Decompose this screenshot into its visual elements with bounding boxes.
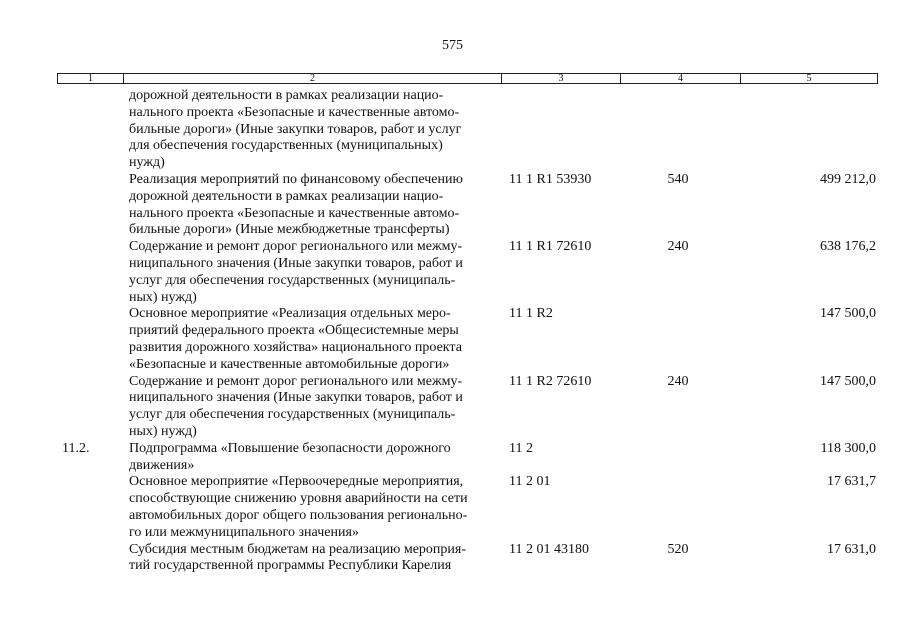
description-line: способствующие снижению уровня аварийности на сети [129,491,468,507]
description-line: развития дорожного хозяйства» национального проекта [129,339,462,355]
description-line: бильные дороги» (Иные межбюджетные трансферты) [129,222,450,238]
header-col-3: 3 [558,73,564,84]
row-description [129,374,491,441]
description-line: Содержание и ремонт дорог регионального или межму- [129,239,463,255]
description-line: нального проекта «Безопасные и качественные автомо- [129,104,460,120]
table-header-row [57,73,878,84]
row-description [129,542,491,576]
description-line: нужд) [129,155,165,171]
row-description [129,88,491,172]
description-line: го или межмуниципального значения» [129,524,359,540]
row-amount: 499 212,0 [820,172,876,187]
row-amount: 17 631,7 [827,474,876,490]
row-description [129,474,491,541]
row-code: 11 1 R2 [509,306,553,322]
row-expense-type: 540 [667,172,689,187]
row-amount: 147 500,0 [820,373,876,389]
header-col-2: 2 [310,73,315,84]
row-expense-type: 240 [667,373,689,389]
description-line: услуг для обеспечения государственных (муниципаль- [129,272,456,288]
row-code: 11 2 01 43180 [509,541,589,557]
page-number: 575 [442,38,463,53]
description-line: движения» [129,457,195,473]
description-line: Основное мероприятие «Реализация отдельных меро- [129,306,451,322]
description-line: Реализация мероприятий по финансовому обеспечению [129,172,463,187]
header-col-5: 5 [806,73,812,84]
description-line: Подпрограмма «Повышение безопасности дорожного [129,440,451,456]
description-line: автомобильных дорог общего пользования регионально- [129,507,468,523]
row-amount: 638 176,2 [820,239,876,255]
row-code: 11 2 01 [509,474,551,490]
row-amount: 17 631,0 [827,541,876,557]
description-line: бильные дороги» (Иные закупки товаров, работ и услуг [129,121,462,137]
description-line: ных) нужд) [129,289,197,305]
description-line: ниципального значения (Иные закупки товаров, работ и [129,255,463,271]
row-number: 11.2. [62,440,90,456]
description-line: Содержание и ремонт дорог регионального или межму- [129,373,463,389]
description-line: для обеспечения государственных (муниципальных) [129,138,443,154]
row-code: 11 1 R1 72610 [509,239,592,255]
row-expense-type: 520 [667,541,689,557]
description-line: дорожной деятельности в рамках реализации нацио- [129,188,444,204]
description-line: ниципального значения (Иные закупки товаров, работ и [129,390,463,406]
row-amount: 118 300,0 [820,440,876,456]
description-line: Субсидия местным бюджетам на реализацию мероприя- [129,541,467,557]
description-line: приятий федерального проекта «Общесистемные меры [129,323,459,339]
description-line: нального проекта «Безопасные и качественные автомо- [129,205,460,221]
description-line: Основное мероприятие «Первоочередные мероприятия, [129,474,464,490]
row-description [129,172,491,239]
row-code: 11 1 R1 53930 [509,172,592,187]
row-code: 11 2 [509,440,533,456]
description-line: услуг для обеспечения государственных (муниципаль- [129,407,456,423]
row-expense-type: 240 [667,239,689,255]
description-line: тий государственной программы Республики Карелия [129,558,452,574]
row-description [129,239,491,306]
description-line: дорожной деятельности в рамках реализации нацио- [129,88,444,103]
header-col-1: 1 [88,73,93,84]
row-code: 11 1 R2 72610 [509,373,592,389]
description-line: «Безопасные и качественные автомобильные дороги» [129,356,450,372]
header-col-4: 4 [678,73,683,84]
description-line: ных) нужд) [129,423,197,439]
row-description [129,306,491,373]
row-amount: 147 500,0 [820,306,876,322]
row-description [129,441,491,475]
